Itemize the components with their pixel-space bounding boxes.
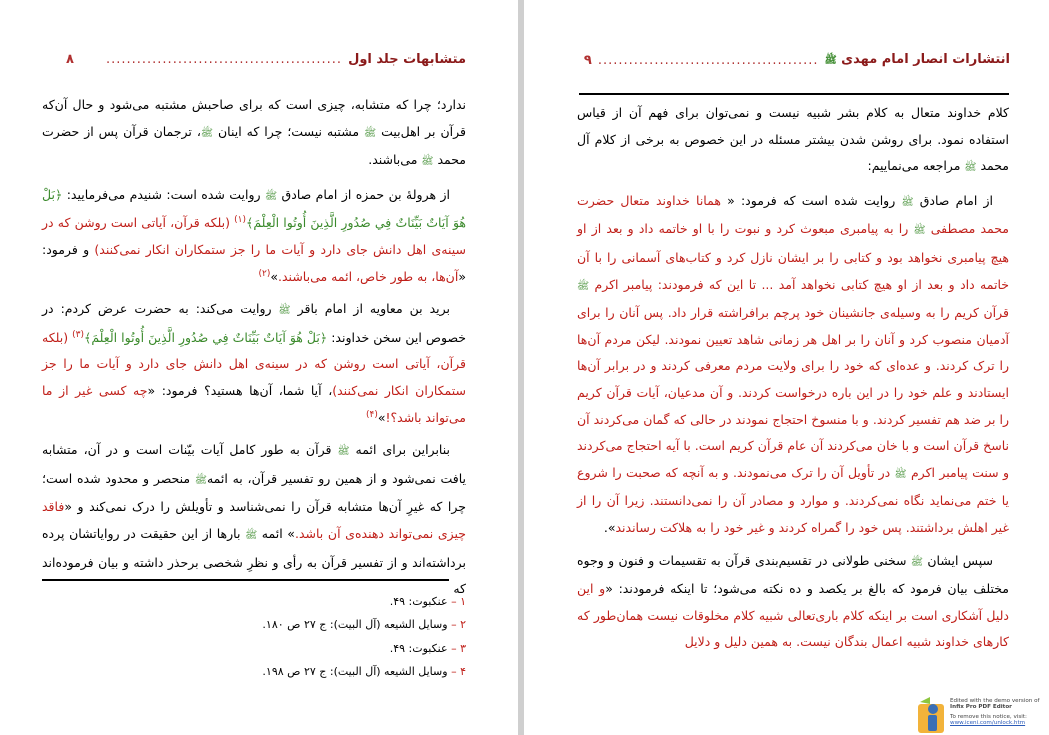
footnote-ref[interactable]: (۴) bbox=[365, 409, 378, 420]
honorific-glyph: ﷺ bbox=[421, 156, 434, 168]
honorific-glyph: ﷺ bbox=[278, 305, 291, 317]
hadith-text: در تأویل آن را ترک می‌نمودند. و به آنچه که صحبت را شروع یا ختم می‌نماید نگاه نمی‌کردند. و موارد و مصادر آن را نمی‌دانستند. زیرا آن را از غیر اهلش برداشتند. پس خود را گمراه کردند و غیر خود را به هلاکت رساندند bbox=[577, 464, 1009, 535]
footnote-ref[interactable]: (۳) bbox=[72, 329, 85, 340]
left-page-body bbox=[42, 92, 466, 609]
header-divider bbox=[579, 93, 1009, 95]
paragraph: سپس ایشان ﷺ سخنی طولانی در تقسیم‌بندی قرآن به تقسیمات و فنون و وجوه مختلف بیان فرمود که بالغ بر یکصد و ده نکته می‌شود؛ تا اینکه فرمودند: «و این دلیل آشکاری است بر اینکه کلام باری‌تعالی شبیه کلام مخلوقات نیست همان‌طور که کارهای خداوند شبیه اعمال بندگان نیست. به همین دلیل و دلایل bbox=[577, 552, 1009, 650]
hadith-text: چه کسی غیر از ما می‌تواند باشد؟! bbox=[42, 382, 466, 425]
right-page-header bbox=[583, 52, 1010, 68]
footnote-item: ۲ – وسایل الشیعه (آل البیت): ج ۲۷ ص ۱۸۰. bbox=[262, 618, 466, 632]
paragraph: بنابراین برای ائمه ﷺ قرآن به طور کامل آیات بیّنات است و در آن، متشابه یافت نمی‌شود و از همین رو تفسیر قرآن، به ائمهﷺ منحصر و محدود شده است؛ چرا که غیرِ آن‌ها متشابه قرآن را نمی‌شناسد و تأویلش را درک نمی‌کند و «فاقد چیزی نمی‌تواند دهنده‌ی آن باشد.» ائمه ﷺ بارها از این حقیقت در روایاتشان پرده برداشته‌اند و از تفسیر قرآن به رأی و نظرِ شخصی برحذر داشته و بیان فرموده‌اند که bbox=[42, 442, 467, 597]
footnote-ref[interactable]: (۲) bbox=[258, 268, 271, 279]
honorific-glyph: ﷺ bbox=[577, 280, 590, 292]
footnotes bbox=[60, 590, 466, 683]
translation-text: (بلکه قرآن، آیاتی است روشن که در سینه‌ی اهل دانش جای دارد و آیات ما را جز ستمکاران انکار نمی‌کنند) bbox=[42, 215, 466, 257]
page-number: ۹ bbox=[583, 52, 592, 68]
right-page bbox=[524, 0, 1049, 735]
hadith-text: قرآن کریم را به وسیله‌ی جانشینان خود پرچم برافراشته قرار داد. پس آنان را برای آدمیان منصوب کرد و آنان را بر اهل هر زمانی شاهد تعیین نمودند. لیکن مردم آن‌ها را ترک کردند. و عده‌ای که خود را برای ولایت مردم معرفی کردند و در برابر آن‌ها ایستادند و علم خود را در این باره درخواست کردند. و آن مدعیان، آیات قرآن کریم را بر ضد هم تفسیر کردند. و با منسوخ احتجاج نمودند در حالی که گمان می‌کردند آن ناسخ قرآن است و با خا bbox=[577, 305, 1009, 454]
honorific-glyph: ﷺ bbox=[910, 556, 923, 568]
honorific-glyph: ﷺ bbox=[194, 474, 207, 486]
quran-quote: ﴿بَلْ هُوَ آيَاتٌ بَيِّنَاتٌ فِي صُدُورِ الَّذِينَ أُوتُوا الْعِلْمَ﴾ bbox=[42, 186, 466, 231]
honorific-glyph: ﷺ bbox=[913, 225, 926, 237]
honorific-glyph: ﷺ bbox=[265, 190, 278, 202]
paragraph: برید بن معاویه از امام باقر ﷺ روایت می‌کند: به حضرت عرض کردم: در خصوص این سخن خداوند: ﴿بَلْ هُوَ آيَاتٌ بَيِّنَاتٌ فِي صُدُورِ الَّذِينَ أُوتُوا الْعِلْمَ﴾$^{(۳)}$ (بلکه قرآن، آیاتی است روشن که در سینه‌ی اهل دانش جای دارد و آیات ما را جز ستمکاران انکار نمی‌کنند)، آیا شما، آن‌ها هستید؟ فرمود: «چه کسی غیر از ما می‌تواند باشد؟!»$^{(۴)}$ bbox=[42, 301, 467, 425]
paragraph: کلام خداوند متعال به کلام بشر شبیه نیست و نمی‌توان برای فهم آن از قیاس استفاده نمود. برای روشن شدن بیشتر مسئله در این خصوص به برخی از کلام آل محمد ﷺ مراجعه می‌نماییم: bbox=[577, 105, 1009, 174]
paragraph: ندارد؛ چرا که متشابه، چیزی است که برای صاحبش مشتبه می‌شود و حال آن‌که قرآن بر اهل‌بیت ﷺ مشتبه نیست؛ چرا که اینان ﷺ، ترجمان قرآن پس از حضرت محمد ﷺ می‌باشند. bbox=[42, 97, 466, 168]
unlock-link[interactable]: www.iceni.com/unlock.htm bbox=[950, 720, 1026, 727]
editor-watermark bbox=[916, 696, 1046, 735]
paragraph: از امام صادق ﷺ روایت شده است که فرمود: « همانا خداوند متعال حضرت محمد مصطفی ﷺ را به پیامبری مبعوث کرد و نبوت را با او خاتمه داد و بعد از او هیچ پیامبری نخواهد بود و کتابی را بر ایشان نازل کرد و کتاب‌های آسمانی را با آن خاتمه داد و بعد از او هیچ کتابی نخواهد آمد ... تا این که فرمودند: پیامبر اکرم ﷺ قرآن کریم را به وسیله‌ی جانشینان خود پرچم برافراشته قرار داد. پس آنان را برای آدمیان منصوب کرد و آنان را بر اهل هر زمانی شاهد تعیین نمودند. لیکن مردم آن‌ها را ترک کردند. و عده‌ای که خود را برای ولایت مردم معرفی کردند و در برابر آن‌ها ایستادند و علم خود را در این باره درخواست کردند. و آن مدعیان، آیات قرآن کریم را بر ضد هم تفسیر کردند. و با منسوخ احتجاج نمودند در حالی که گمان می‌کردند آن ناسخ قرآن است و با خان می‌کردند آن عام قرآن کریم است. با آیه احتجاج می‌کردند و سنت پیامبر اکرم ﷺ در تأویل آن را ترک می‌نمودند. و به آنچه که صحبت را شروع یا ختم می‌نماید نگاه نمی‌کردند. و موارد و مصادر آن را نمی‌دانستند. زیرا آن را از غیر اهلش برداشتند. پس خود را گمراه کردند و غیر خود را به هلاکت رساندند». bbox=[577, 192, 1009, 535]
header-dots: ........................................... bbox=[597, 52, 819, 68]
hadith-text: را به پیامبری مبعوث کرد و نبوت را با او خاتمه داد و بعد از او هیچ پیامبری نخواهد بود و کتابی را بر ایشان نازل کرد و کتاب‌های آسمانی را با آن خاتمه داد و بعد از او هیچ کتابی نخواهد آمد ... تا این که فرمودند: پیامبر اکرم bbox=[577, 221, 1009, 292]
hadith-text: ن می‌کردند آن عام قرآن کریم است. با آیه احتجاج می‌کردند و سنت پیامبر اکرم bbox=[577, 438, 1009, 480]
right-page-body bbox=[577, 100, 1009, 662]
footnote-item: ۴ – وسایل الشیعه (آل البیت): ج ۲۷ ص ۱۹۸. bbox=[262, 664, 466, 678]
footnote-divider bbox=[42, 579, 449, 581]
honorific-glyph: ﷺ bbox=[200, 127, 213, 139]
quran-quote: ﴿بَلْ هُوَ آيَاتٌ بَيِّنَاتٌ فِي صُدُورِ الَّذِينَ أُوتُوا الْعِلْمَ﴾ bbox=[84, 329, 328, 345]
footnote-item: ۳ – عنکبوت: ۴۹. bbox=[389, 641, 466, 655]
honorific-glyph: ﷺ bbox=[245, 529, 258, 541]
header-title: متشابهات جلد اول bbox=[348, 52, 466, 67]
footnote-ref[interactable]: (۱) bbox=[234, 215, 247, 226]
paragraph: از هرولهٔ بن حمزه از امام صادق ﷺ روایت شده است: شنیدم می‌فرمایید: ﴿بَلْ هُوَ آيَاتٌ بَيِّنَاتٌ فِي صُدُورِ الَّذِينَ أُوتُوا الْعِلْمَ﴾$^{(۱)}$ (بلکه قرآن، آیاتی است روشن که در سینه‌ی اهل دانش جای دارد و آیات ما را جز ستمکاران انکار نمی‌کنند) و فرمود: «آن‌ها، به طور خاص، ائمه می‌باشند.»$^{(۲)}$ bbox=[42, 186, 466, 284]
honorific-glyph: ﷺ bbox=[964, 162, 977, 174]
page-number: ۸ bbox=[66, 52, 74, 67]
hadith-text: و این دلیل آشکاری است بر اینکه کلام باری‌تعالی شبیه کلام مخلوقات نیست همان‌طور که کارهای خداوند شبیه اعمال بندگان نیست. به همین دلیل و دلایل bbox=[577, 581, 1009, 650]
infix-logo-icon bbox=[916, 696, 946, 733]
footnote-item: ۱ – عنکبوت: ۴۹. bbox=[389, 595, 466, 608]
honorific-glyph: ﷺ bbox=[901, 196, 914, 208]
honorific-glyph: ﷺ bbox=[337, 446, 350, 458]
honorific-glyph: ﷺ bbox=[894, 468, 907, 480]
hadith-text: آن‌ها، به طور خاص، ائمه می‌باشند. bbox=[278, 268, 459, 284]
left-page bbox=[0, 0, 518, 735]
translation-text: (بلکه قرآن، آیاتی است روشن که در سینه‌ی اهل دانش جای دارد و آیات ما را جز ستمکاران انکار نمی‌کنند) bbox=[42, 329, 467, 398]
hadith-text: همانا خداوند متعال حضرت محمد مصطفی bbox=[577, 192, 1009, 237]
watermark-text: Edited with the demo version of Infix Pro PDF Editor To remove this notice, visit: www.iceni.com/unlock.htm bbox=[950, 698, 1046, 727]
header-title: انتشارات انصار امام مهدی ﷺ bbox=[824, 52, 1010, 67]
quote-text: فاقد چیزی نمی‌تواند دهنده‌ی آن باشد. bbox=[42, 499, 467, 541]
left-page-header bbox=[66, 52, 466, 67]
honorific-glyph: ﷺ bbox=[364, 127, 377, 139]
header-dots: .............................................. bbox=[105, 52, 343, 67]
honorific-glyph: ﷺ bbox=[824, 55, 837, 66]
